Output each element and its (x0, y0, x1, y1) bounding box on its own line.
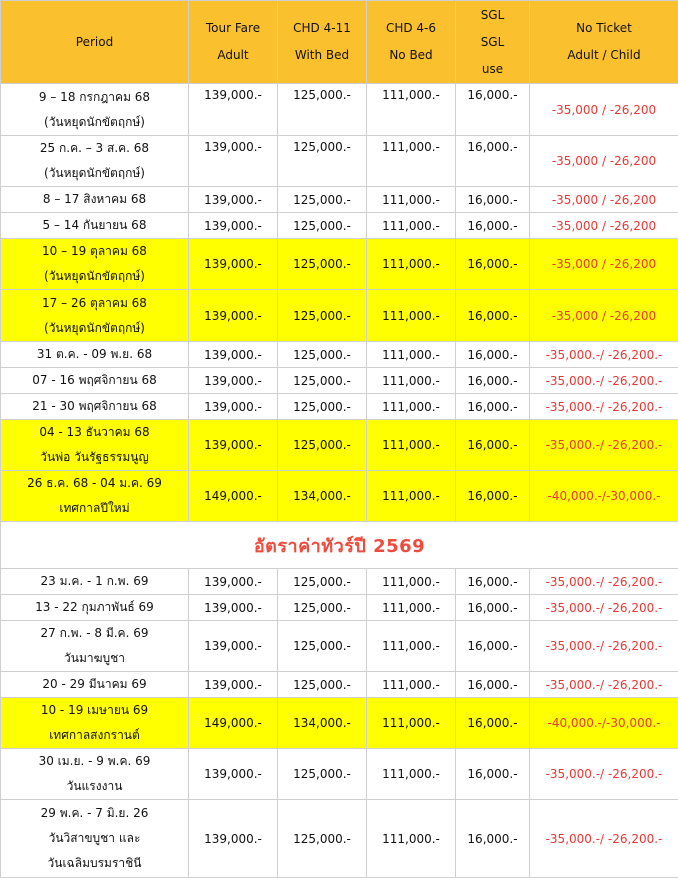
single-supplement-cell: 16,000.- (456, 84, 530, 136)
adult-fare-cell: 139,000.- (189, 420, 278, 471)
adult-fare-cell: 139,000.- (189, 213, 278, 239)
header-chd-with-bed (278, 1, 367, 84)
chd-no-bed-cell: 111,000.- (367, 698, 456, 749)
single-supplement-cell: 16,000.- (456, 213, 530, 239)
single-supplement-cell: 16,000.- (456, 749, 530, 800)
period-cell (1, 342, 189, 368)
period-line: 5 – 14 กันยายน 68 (5, 213, 184, 238)
period-line: วันแรงงาน (5, 774, 184, 799)
table-row (1, 569, 678, 595)
single-supplement-cell: 16,000.- (456, 187, 530, 213)
single-supplement-cell: 16,000.- (456, 136, 530, 187)
period-cell (1, 698, 189, 749)
single-supplement-cell: 16,000.- (456, 290, 530, 342)
table-body-2569 (1, 569, 678, 878)
period-cell (1, 84, 189, 136)
chd-with-bed-cell: 125,000.- (278, 420, 367, 471)
table-row (1, 368, 678, 394)
period-cell (1, 569, 189, 595)
table-row (1, 342, 678, 368)
header-noticket-line: Adult / Child (534, 42, 674, 69)
adult-fare-cell: 139,000.- (189, 749, 278, 800)
section-title: อัตราค่าทัวร์ปี 2569 (1, 522, 678, 569)
header-sgl (456, 1, 530, 84)
chd-no-bed-cell: 111,000.- (367, 136, 456, 187)
no-ticket-cell: -35,000.-/ -26,200.- (530, 569, 678, 595)
period-line: 21 - 30 พฤศจิกายน 68 (5, 394, 184, 419)
period-line: 29 พ.ค. - 7 มิ.ย. 26 (5, 801, 184, 826)
period-line: (วันหยุดนักขัตฤกษ์) (5, 264, 184, 289)
adult-fare-cell: 139,000.- (189, 290, 278, 342)
table-row (1, 420, 678, 471)
period-line: 10 – 19 ตุลาคม 68 (5, 239, 184, 264)
single-supplement-cell: 16,000.- (456, 800, 530, 878)
period-line: 17 – 26 ตุลาคม 68 (5, 291, 184, 316)
no-ticket-cell: -40,000.-/-30,000.- (530, 471, 678, 522)
period-cell (1, 749, 189, 800)
table-row (1, 621, 678, 672)
period-line: 27 ก.พ. - 8 มี.ค. 69 (5, 621, 184, 646)
table-row (1, 672, 678, 698)
no-ticket-cell: -35,000 / -26,200 (530, 136, 678, 187)
adult-fare-cell: 149,000.- (189, 471, 278, 522)
chd-with-bed-cell: 125,000.- (278, 368, 367, 394)
period-line: (วันหยุดนักขัตฤกษ์) (5, 110, 184, 135)
adult-fare-cell: 139,000.- (189, 187, 278, 213)
period-line: 07 - 16 พฤศจิกายน 68 (5, 368, 184, 393)
chd-with-bed-cell: 134,000.- (278, 471, 367, 522)
no-ticket-cell: -35,000.-/ -26,200.- (530, 420, 678, 471)
adult-fare-cell: 139,000.- (189, 136, 278, 187)
period-line: 25 ก.ค. – 3 ส.ค. 68 (5, 136, 184, 161)
period-line: 26 ธ.ค. 68 - 04 ม.ค. 69 (5, 471, 184, 496)
period-cell (1, 420, 189, 471)
chd-with-bed-cell: 125,000.- (278, 800, 367, 878)
header-chd-nobed-line: CHD 4-6 (371, 15, 451, 42)
no-ticket-cell: -35,000.-/ -26,200.- (530, 800, 678, 878)
adult-fare-cell: 139,000.- (189, 84, 278, 136)
no-ticket-cell: -35,000.-/ -26,200.- (530, 672, 678, 698)
section-2569 (1, 522, 678, 569)
table-row (1, 136, 678, 187)
adult-fare-cell: 139,000.- (189, 672, 278, 698)
single-supplement-cell: 16,000.- (456, 420, 530, 471)
chd-no-bed-cell: 111,000.- (367, 595, 456, 621)
section-title-row (1, 522, 678, 569)
adult-fare-cell: 139,000.- (189, 595, 278, 621)
chd-no-bed-cell: 111,000.- (367, 800, 456, 878)
adult-fare-cell: 139,000.- (189, 569, 278, 595)
adult-fare-cell: 139,000.- (189, 621, 278, 672)
no-ticket-cell: -35,000.-/ -26,200.- (530, 621, 678, 672)
no-ticket-cell: -35,000.-/ -26,200.- (530, 368, 678, 394)
adult-fare-cell: 139,000.- (189, 368, 278, 394)
period-line: 30 เม.ย. - 9 พ.ค. 69 (5, 749, 184, 774)
period-line: วันเฉลิมบรมราชินี (5, 851, 184, 876)
header-row (1, 1, 678, 84)
period-line: วันวิสาขบูชา และ (5, 826, 184, 851)
chd-no-bed-cell: 111,000.- (367, 621, 456, 672)
table-row (1, 749, 678, 800)
chd-no-bed-cell: 111,000.- (367, 672, 456, 698)
chd-with-bed-cell: 125,000.- (278, 394, 367, 420)
table-row (1, 84, 678, 136)
period-cell (1, 595, 189, 621)
header-sgl-line: SGL (460, 29, 525, 56)
single-supplement-cell: 16,000.- (456, 698, 530, 749)
period-cell (1, 672, 189, 698)
period-line: (วันหยุดนักขัตฤกษ์) (5, 316, 184, 341)
chd-no-bed-cell: 111,000.- (367, 471, 456, 522)
table-body-2568 (1, 84, 678, 522)
period-cell (1, 213, 189, 239)
period-cell (1, 187, 189, 213)
period-line: เทศกาลสงกรานต์ (5, 723, 184, 748)
chd-with-bed-cell: 125,000.- (278, 595, 367, 621)
single-supplement-cell: 16,000.- (456, 672, 530, 698)
table-row (1, 595, 678, 621)
chd-with-bed-cell: 125,000.- (278, 136, 367, 187)
period-line: เทศกาลปีใหม่ (5, 496, 184, 521)
header-sgl-line: SGL (460, 2, 525, 29)
period-line: 04 - 13 ธันวาคม 68 (5, 420, 184, 445)
period-line: วันพ่อ วันรัฐธรรมนูญ (5, 445, 184, 470)
period-line: 31 ต.ค. - 09 พ.ย. 68 (5, 342, 184, 367)
no-ticket-cell: -35,000.-/ -26,200.- (530, 342, 678, 368)
chd-with-bed-cell: 125,000.- (278, 342, 367, 368)
chd-no-bed-cell: 111,000.- (367, 84, 456, 136)
single-supplement-cell: 16,000.- (456, 342, 530, 368)
header-chd-bed-line: With Bed (282, 42, 362, 69)
chd-with-bed-cell: 125,000.- (278, 213, 367, 239)
no-ticket-cell: -35,000.-/ -26,200.- (530, 394, 678, 420)
period-cell (1, 368, 189, 394)
adult-fare-cell: 139,000.- (189, 342, 278, 368)
chd-with-bed-cell: 125,000.- (278, 187, 367, 213)
header-adult (189, 1, 278, 84)
period-line: 20 - 29 มีนาคม 69 (5, 672, 184, 697)
chd-no-bed-cell: 111,000.- (367, 239, 456, 290)
adult-fare-cell: 139,000.- (189, 800, 278, 878)
chd-with-bed-cell: 134,000.- (278, 698, 367, 749)
chd-with-bed-cell: 125,000.- (278, 290, 367, 342)
period-line: 13 - 22 กุมภาพันธ์ 69 (5, 595, 184, 620)
single-supplement-cell: 16,000.- (456, 621, 530, 672)
period-cell (1, 394, 189, 420)
period-cell (1, 621, 189, 672)
chd-with-bed-cell: 125,000.- (278, 621, 367, 672)
chd-with-bed-cell: 125,000.- (278, 749, 367, 800)
no-ticket-cell: -35,000 / -26,200 (530, 239, 678, 290)
period-cell (1, 239, 189, 290)
period-line: 8 – 17 สิงหาคม 68 (5, 187, 184, 212)
single-supplement-cell: 16,000.- (456, 239, 530, 290)
chd-no-bed-cell: 111,000.- (367, 213, 456, 239)
header-chd-bed-line: CHD 4-11 (282, 15, 362, 42)
header-period: Period (1, 1, 189, 84)
single-supplement-cell: 16,000.- (456, 394, 530, 420)
period-cell (1, 290, 189, 342)
single-supplement-cell: 16,000.- (456, 471, 530, 522)
table-row (1, 239, 678, 290)
no-ticket-cell: -35,000.-/ -26,200.- (530, 595, 678, 621)
no-ticket-cell: -40,000.-/-30,000.- (530, 698, 678, 749)
header-chd-no-bed (367, 1, 456, 84)
period-line: วันมาฆบูชา (5, 646, 184, 671)
period-line: (วันหยุดนักขัตฤกษ์) (5, 161, 184, 186)
no-ticket-cell: -35,000 / -26,200 (530, 290, 678, 342)
period-cell (1, 136, 189, 187)
adult-fare-cell: 139,000.- (189, 239, 278, 290)
table-row (1, 471, 678, 522)
chd-with-bed-cell: 125,000.- (278, 672, 367, 698)
chd-no-bed-cell: 111,000.- (367, 749, 456, 800)
single-supplement-cell: 16,000.- (456, 368, 530, 394)
chd-no-bed-cell: 111,000.- (367, 569, 456, 595)
single-supplement-cell: 16,000.- (456, 595, 530, 621)
chd-with-bed-cell: 125,000.- (278, 569, 367, 595)
period-line: 9 – 18 กรกฎาคม 68 (5, 85, 184, 110)
chd-no-bed-cell: 111,000.- (367, 187, 456, 213)
table-row (1, 187, 678, 213)
header-adult-line: Tour Fare (193, 15, 273, 42)
single-supplement-cell: 16,000.- (456, 569, 530, 595)
header-adult-line: Adult (193, 42, 273, 69)
no-ticket-cell: -35,000.-/ -26,200.- (530, 749, 678, 800)
chd-no-bed-cell: 111,000.- (367, 342, 456, 368)
table-row (1, 394, 678, 420)
no-ticket-cell: -35,000 / -26,200 (530, 84, 678, 136)
adult-fare-cell: 139,000.- (189, 394, 278, 420)
header-no-ticket (530, 1, 678, 84)
table-row (1, 698, 678, 749)
chd-with-bed-cell: 125,000.- (278, 84, 367, 136)
no-ticket-cell: -35,000 / -26,200 (530, 187, 678, 213)
header-chd-nobed-line: No Bed (371, 42, 451, 69)
chd-no-bed-cell: 111,000.- (367, 290, 456, 342)
table-row (1, 213, 678, 239)
adult-fare-cell: 149,000.- (189, 698, 278, 749)
chd-no-bed-cell: 111,000.- (367, 420, 456, 471)
chd-with-bed-cell: 125,000.- (278, 239, 367, 290)
table-row (1, 290, 678, 342)
period-line: 10 - 19 เมษายน 69 (5, 698, 184, 723)
chd-no-bed-cell: 111,000.- (367, 368, 456, 394)
header-sgl-line: use (460, 56, 525, 83)
period-line: 23 ม.ค. - 1 ก.พ. 69 (5, 569, 184, 594)
no-ticket-cell: -35,000 / -26,200 (530, 213, 678, 239)
chd-no-bed-cell: 111,000.- (367, 394, 456, 420)
header-noticket-line: No Ticket (534, 15, 674, 42)
period-cell (1, 471, 189, 522)
